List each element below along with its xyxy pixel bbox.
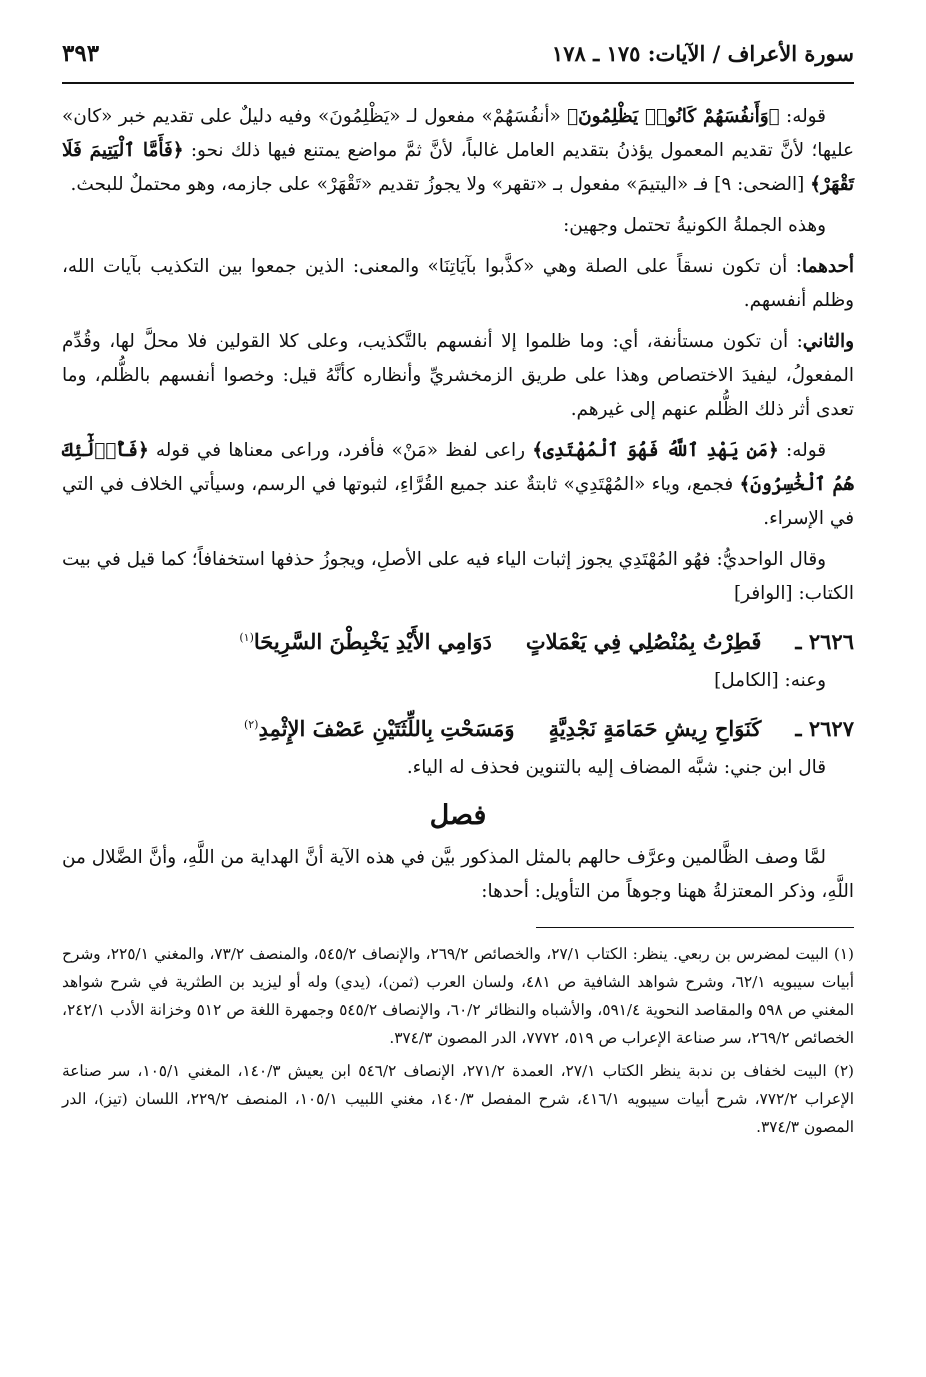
paragraph-5 xyxy=(62,434,854,536)
main-text xyxy=(62,100,854,909)
poetry-verse-2626 xyxy=(62,618,854,662)
section-heading: فصل xyxy=(429,800,487,831)
verse-hemistich-second xyxy=(244,705,515,749)
text-run: «أنفُسَهُمْ» مفعول لـ «يَظْلِمُونَ» وفيه دليلٌ على تقديم خبر «كان» عليها؛ لأنَّ تقديم المعمول يؤذنُ بتقديم العامل غالباً، لأنَّ ثمَّ مواضع يمتنع فيها ذلك نحو: xyxy=(62,106,855,161)
paragraph-3 xyxy=(62,250,854,318)
footnote-2: (٢) البيت لخفاف بن ندبة ينظر الكتاب ٢٧/١، العمدة ٢٧١/٢، الإنصاف ٥٤٦/٢ ابن يعيش ١٤٠/٣، المغني ١٠٥/١، سر صناعة الإعراب ٧٧٢/٢، شرح أبيات سيبويه ٤١٦/١، شرح المفصل ١٤٠/٣، مغني اللبيب ١٠٥/١، المنصف ٢٢٩/٢، اللسان (تيز)، الدر المصون ٣٧٤/٣. xyxy=(62,1062,855,1136)
verse-hemistich-second xyxy=(239,618,492,662)
quran-quote: ﴿فَأُو۟لَٰٓئِكَ هُمُ ٱلْخَٰسِرُونَ﴾ xyxy=(62,440,854,495)
footnote-1: (١) البيت لمضرس بن ربعي. ينظر: الكتاب ٢٧/١، والخصائص ٢٦٩/٢، والإنصاف ٥٤٥/٢، والمنصف ٧٣/٢، والمغني ٢٢٥/١، وشرح أبيات سيبويه ٦٢/١، وشرح شواهد الشافية ص ٤٨١، ولسان العرب (ثمن)، (يدي) وله أو ليزيد بن الطثرية في شرح شواهد المغني ص ٥٩٨ والمقاصد النحوية ٥٩١/٤، والأشباه والنظائر ٦٠/٢، والإنصاف ٥٤٥/٢ وجمهرة اللغة ص ٥١٢ وخزانة الأدب ٢٤٢/١، الخصائص ٢٦٩/٢، سر صناعة الإعراب ص ٥١٩، ٧٧٧٢، الدر المصون ٣٧٤/٣. xyxy=(62,945,854,1047)
paragraph-8: قال ابن جني: شبَّه المضاف إليه بالتنوين فحذف له الياء. xyxy=(406,757,826,778)
text-run: راعى لفظ «مَنْ» فأفرد، وراعى معناها في قوله xyxy=(148,440,533,461)
footnotes xyxy=(62,940,854,1141)
running-title: سورة الأعراف / الآيات: ١٧٥ ـ ١٧٨ xyxy=(551,41,854,66)
verse-number: ٢٦٢٦ ـ xyxy=(795,629,854,654)
text-run: [الضحى: ٩] فـ «اليتيمَ» مفعول بـ «تقهر» ولا يجوزُ تقديم «تَقْهَرْ» على جازمه، وهو محتملٌ للبحث. xyxy=(70,174,811,195)
running-header xyxy=(62,40,854,84)
paragraph-6: وقال الواحديُّ: فهُو المُهْتَدِي يجوز إثبات الياء فيه على الأصلِ، ويجوزُ حذفها استخفافاً؛ كما قيل في بيت الكتاب: [الوافر] xyxy=(62,549,854,604)
quran-quote: ﴿مَن يَهْدِ ٱللَّهُ فَهُوَ ٱلْمُهْتَدِى﴾ xyxy=(532,440,779,461)
quran-quote: ﴿وَأَنفُسَهُمْ كَانُوا۟ يَظْلِمُونَ﴾ xyxy=(567,106,780,127)
paragraph-4 xyxy=(62,325,854,427)
footnote-divider xyxy=(536,927,854,928)
point-label: والثاني xyxy=(802,331,854,352)
paragraph-7: وعنه: [الكامل] xyxy=(714,670,826,691)
poetry-verse-2627 xyxy=(62,705,854,749)
hemistich-text: دَوَامِي الأَيْدِ يَخْبِطْنَ السَّرِيحَا xyxy=(253,629,492,654)
text-run: قوله: xyxy=(778,440,826,461)
verse-hemistich-first: فَطِرْتُ بِمُنْصُلِي فِي يَعْمَلاتٍ xyxy=(525,629,762,654)
quran-quote: ﴿فَأَمَّا ٱلْيَتِيمَ فَلَا تَقْهَرْ﴾ xyxy=(62,140,854,195)
text-run: قوله: xyxy=(779,106,826,127)
text-run: : أن تكون مستأنفة، أي: وما ظلموا إلا أنفسهم بالتَّكذيب، وعلى كلا القولين فلا محلَّ لها، وقُدِّم المفعولُ، ليفيدَ الاختصاص وهذا على طريق الزمخشريِّ وأنظاره كأنَّهُ قيل: وخصوا أنفسهم بالظُّلم، وما تعدى أثر ذلك الظُّلم عنهم إلى غيرهم. xyxy=(62,331,854,420)
verse-number: ٢٦٢٧ ـ xyxy=(795,716,854,741)
footnote-marker: (٢) xyxy=(243,718,259,731)
paragraph-2: وهذه الجملةُ الكونيةُ تحتمل وجهين: xyxy=(563,215,826,236)
paragraph-9: لمَّا وصف الظَّالمين وعرَّف حالهم بالمثل المذكور بيَّن في هذه الآية أنَّ الهداية من اللَّهِ، وأنَّ الضَّلال من اللَّهِ، وذكر المعتزلةُ ههنا وجوهاً من التأويل: أحدها: xyxy=(62,847,854,902)
footnote-marker: (١) xyxy=(239,631,254,644)
text-run: فجمع، وياء «المُهْتَدِي» ثابتةٌ عند جميع القُرَّاءِ، لثبوتها في الرسم، وسيأتي الخلاف في التي في الإسراء. xyxy=(62,474,854,529)
page-number: ٣٩٣ xyxy=(62,40,100,67)
verse-hemistich-first: كَنَوَاحِ رِيشِ حَمَامَةٍ نَجْدِيَّةٍ xyxy=(548,716,762,741)
paragraph-1 xyxy=(62,100,854,202)
text-run: : أن تكون نسقاً على الصلة وهي «كذَّبوا بآيَاتِنَا» والمعنى: الذين جمعوا بين التكذيب بآيات الله، وظلم أنفسهم. xyxy=(62,256,854,311)
book-page xyxy=(62,40,854,1146)
hemistich-text: وَمَسَحْتِ بِاللِّثَتَيْنِ عَصْفَ الإِثْمِدِ xyxy=(258,716,515,741)
point-label: أحدهما xyxy=(801,256,854,277)
